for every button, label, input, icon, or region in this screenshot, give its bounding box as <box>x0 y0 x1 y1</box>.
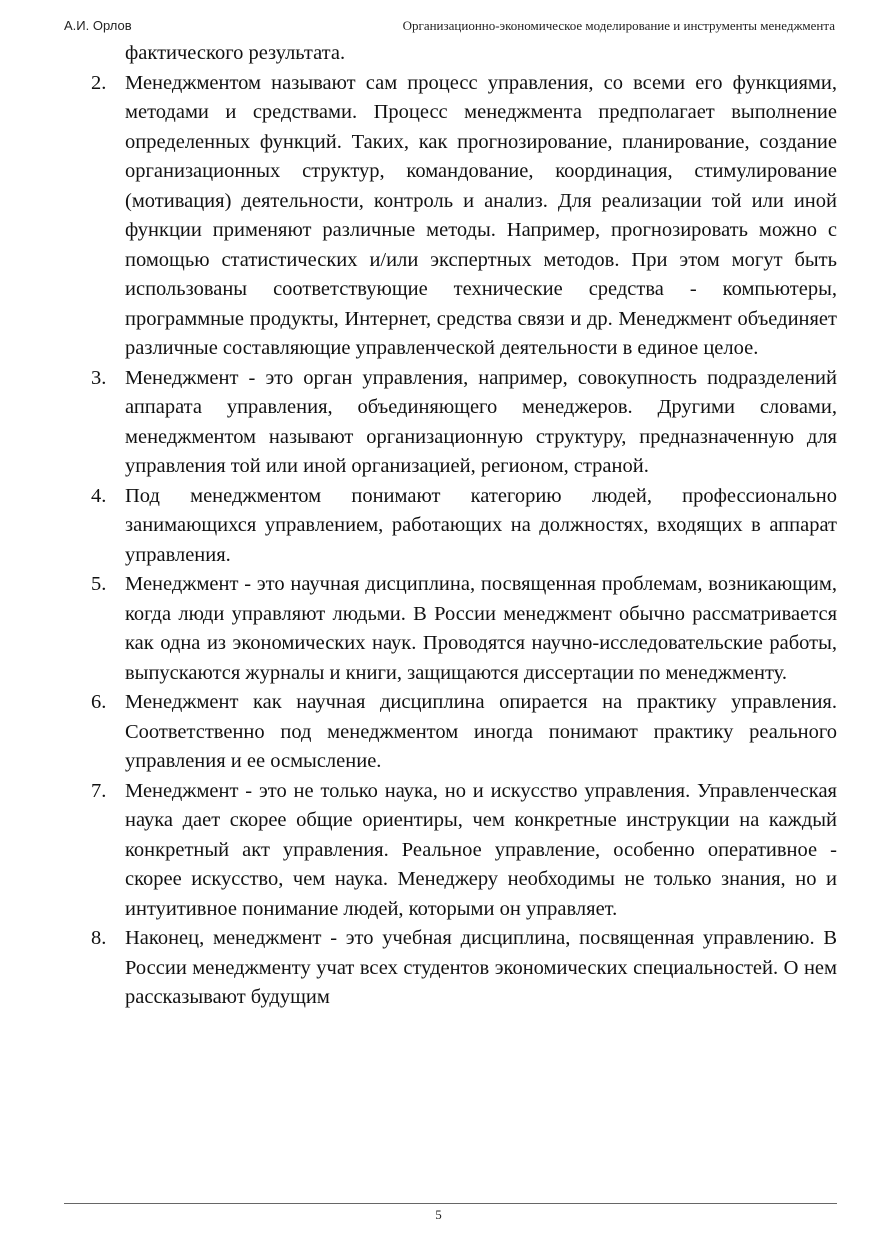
list-item <box>64 777 837 925</box>
list-item-text: Под менеджментом понимают категорию людей, профессионально занимающихся управлением, работающих на должностях, входящих в аппарат управления. <box>125 484 837 566</box>
running-header <box>64 16 835 36</box>
footer-rule <box>64 1203 837 1204</box>
header-author: А.И. Орлов <box>64 18 132 33</box>
continuation-text: фактического результата. <box>125 42 346 64</box>
list-item-text: Менеджментом называют сам процесс управления, со всеми его функциями, методами и средствами. Процесс менеджмента предполагает выполнение определенных функций. Таких, как прогнозирование, планирование, создание организационных структур, командование, координация, стимулирование (мотивация) деятельности, контроль и анализ. Для реализации той или иной функции применяют различные методы. Например, прогнозировать можно с помощью статистических и/или экспертных методов. При этом могут быть использованы соответствующие технические средства - компьютеры, программные продукты, Интернет, средства связи и др. Менеджмент объединяет различные составляющие управленческой деятельности в единое целое. <box>125 71 837 359</box>
list-item-text: Менеджмент - это не только наука, но и искусство управления. Управленческая наука дает скорее общие ориентиры, чем конкретные инструкции на каждый конкретный акт управления. Реальное управление, особенно оперативное - скорее искусство, чем наука. Менеджеру необходимы не только знания, но и интуитивное понимание людей, которыми он управляет. <box>125 779 837 920</box>
header-book-title: Организационно-экономическое моделирование и инструменты менеджмента <box>402 18 835 33</box>
list-item <box>64 482 837 571</box>
list-item-text: Менеджмент - это научная дисциплина, посвященная проблемам, возникающим, когда люди управляют людьми. В России менеджмент обычно рассматривается как одна из экономических наук. Проводятся научно-исследовательские работы, выпускаются журналы и книги, защищаются диссертации по менеджменту. <box>125 573 837 684</box>
list-item-text: Менеджмент - это орган управления, например, совокупность подразделений аппарата управления, объединяющего менеджеров. Другими словами, менеджментом называют организационную структуру, предназначенную для управления той или иной организацией, регионом, страной. <box>125 366 837 477</box>
list-item-number: 4. <box>91 484 107 507</box>
list-item <box>64 570 837 688</box>
page-body <box>64 39 837 1013</box>
list-item-text: Наконец, менеджмент - это учебная дисциплина, посвященная управлению. В России менеджменту учат всех студентов экономических специальностей. О нем рассказывают будущим <box>125 927 837 1008</box>
page-number: 5 <box>435 1207 442 1222</box>
list-item-number: 7. <box>91 779 107 802</box>
list-item-number: 8. <box>91 927 107 949</box>
list-item-number: 5. <box>91 573 107 595</box>
list-item-number: 2. <box>91 71 107 94</box>
list-item <box>64 364 837 482</box>
list-item-number: 6. <box>91 691 107 713</box>
numbered-list <box>64 69 837 1013</box>
list-item <box>64 688 837 777</box>
list-item <box>64 924 837 1013</box>
list-item-number: 3. <box>91 366 107 389</box>
list-item-text: Менеджмент как научная дисциплина опирается на практику управления. Соответственно под менеджментом иногда понимают практику реального управления и ее осмысление. <box>125 691 837 772</box>
list-item <box>64 69 837 364</box>
